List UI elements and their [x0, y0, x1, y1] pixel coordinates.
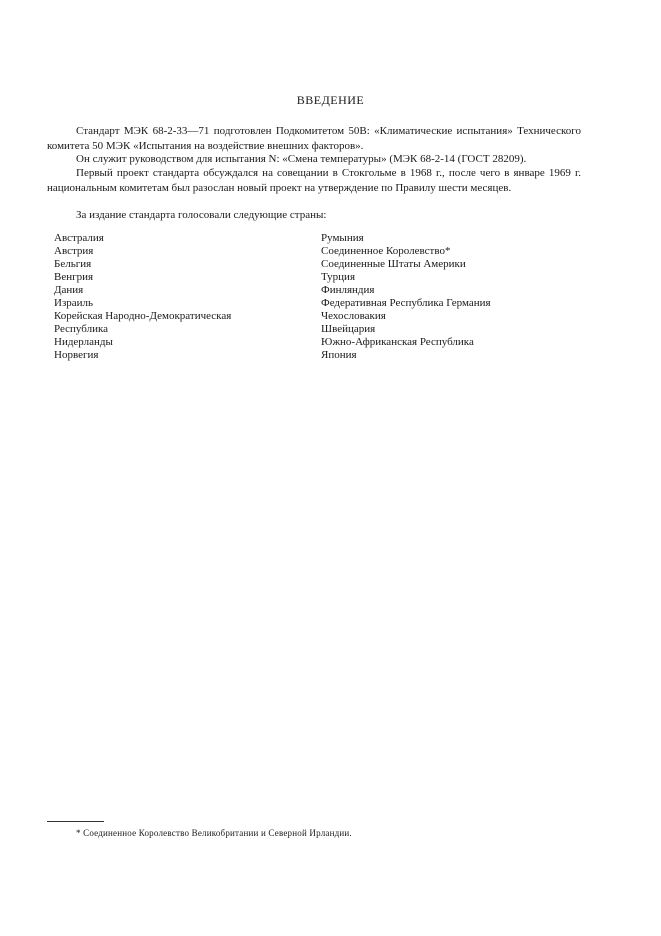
paragraph-text: Он служит руководством для испытания N: «Смена температуры» (МЭК 68-2-14 (ГОСТ 28209).	[76, 153, 527, 165]
country-item: Финляндия	[321, 284, 375, 296]
country-item: Австрия	[54, 245, 94, 257]
country-item: Южно-Африканская Республика	[321, 336, 474, 348]
country-item: Соединенные Штаты Америки	[321, 258, 466, 270]
country-list-left	[54, 232, 231, 362]
footnote: * Соединенное Королевство Великобритании и Северной Ирландии.	[76, 828, 352, 838]
page-title: ВВЕДЕНИЕ	[296, 93, 365, 107]
country-item: Япония	[321, 349, 357, 361]
country-item: Турция	[321, 271, 356, 283]
country-item: Израиль	[54, 297, 94, 309]
paragraph-text: За издание стандарта голосовали следующие страны:	[76, 209, 327, 221]
country-item: Норвегия	[54, 349, 99, 361]
country-item: Румыния	[321, 232, 364, 244]
country-item: Венгрия	[54, 271, 94, 283]
country-item: Корейская Народно-Демократическая	[54, 310, 232, 322]
intro-paragraph-3	[47, 166, 581, 196]
intro-paragraph-4	[47, 208, 581, 223]
country-item: Бельгия	[54, 258, 92, 270]
country-item: Федеративная Республика Германия	[321, 297, 491, 309]
footnote-divider	[47, 821, 104, 822]
country-list-right	[321, 232, 491, 362]
country-item: Нидерланды	[54, 336, 113, 348]
paragraph-text: Стандарт МЭК 68-2-33—71 подготовлен Подкомитетом 50В: «Климатические испытания» Технического комитета 50 МЭК «Испытания на воздействие внешних факторов».	[47, 125, 581, 152]
intro-paragraph-1	[47, 124, 581, 154]
intro-paragraph-2	[47, 152, 581, 167]
country-item: Швейцария	[321, 323, 376, 335]
country-item: Республика	[54, 323, 109, 335]
country-item: Чехословакия	[321, 310, 386, 322]
country-item: Дания	[54, 284, 84, 296]
paragraph-text: Первый проект стандарта обсуждался на совещании в Стокгольме в 1968 г., после чего в январе 1969 г. национальным комитетам был разослан новый проект на утверждение по Правилу шести месяцев.	[47, 167, 581, 194]
country-item: Австралия	[54, 232, 104, 244]
country-item: Соединенное Королевство*	[321, 245, 451, 257]
